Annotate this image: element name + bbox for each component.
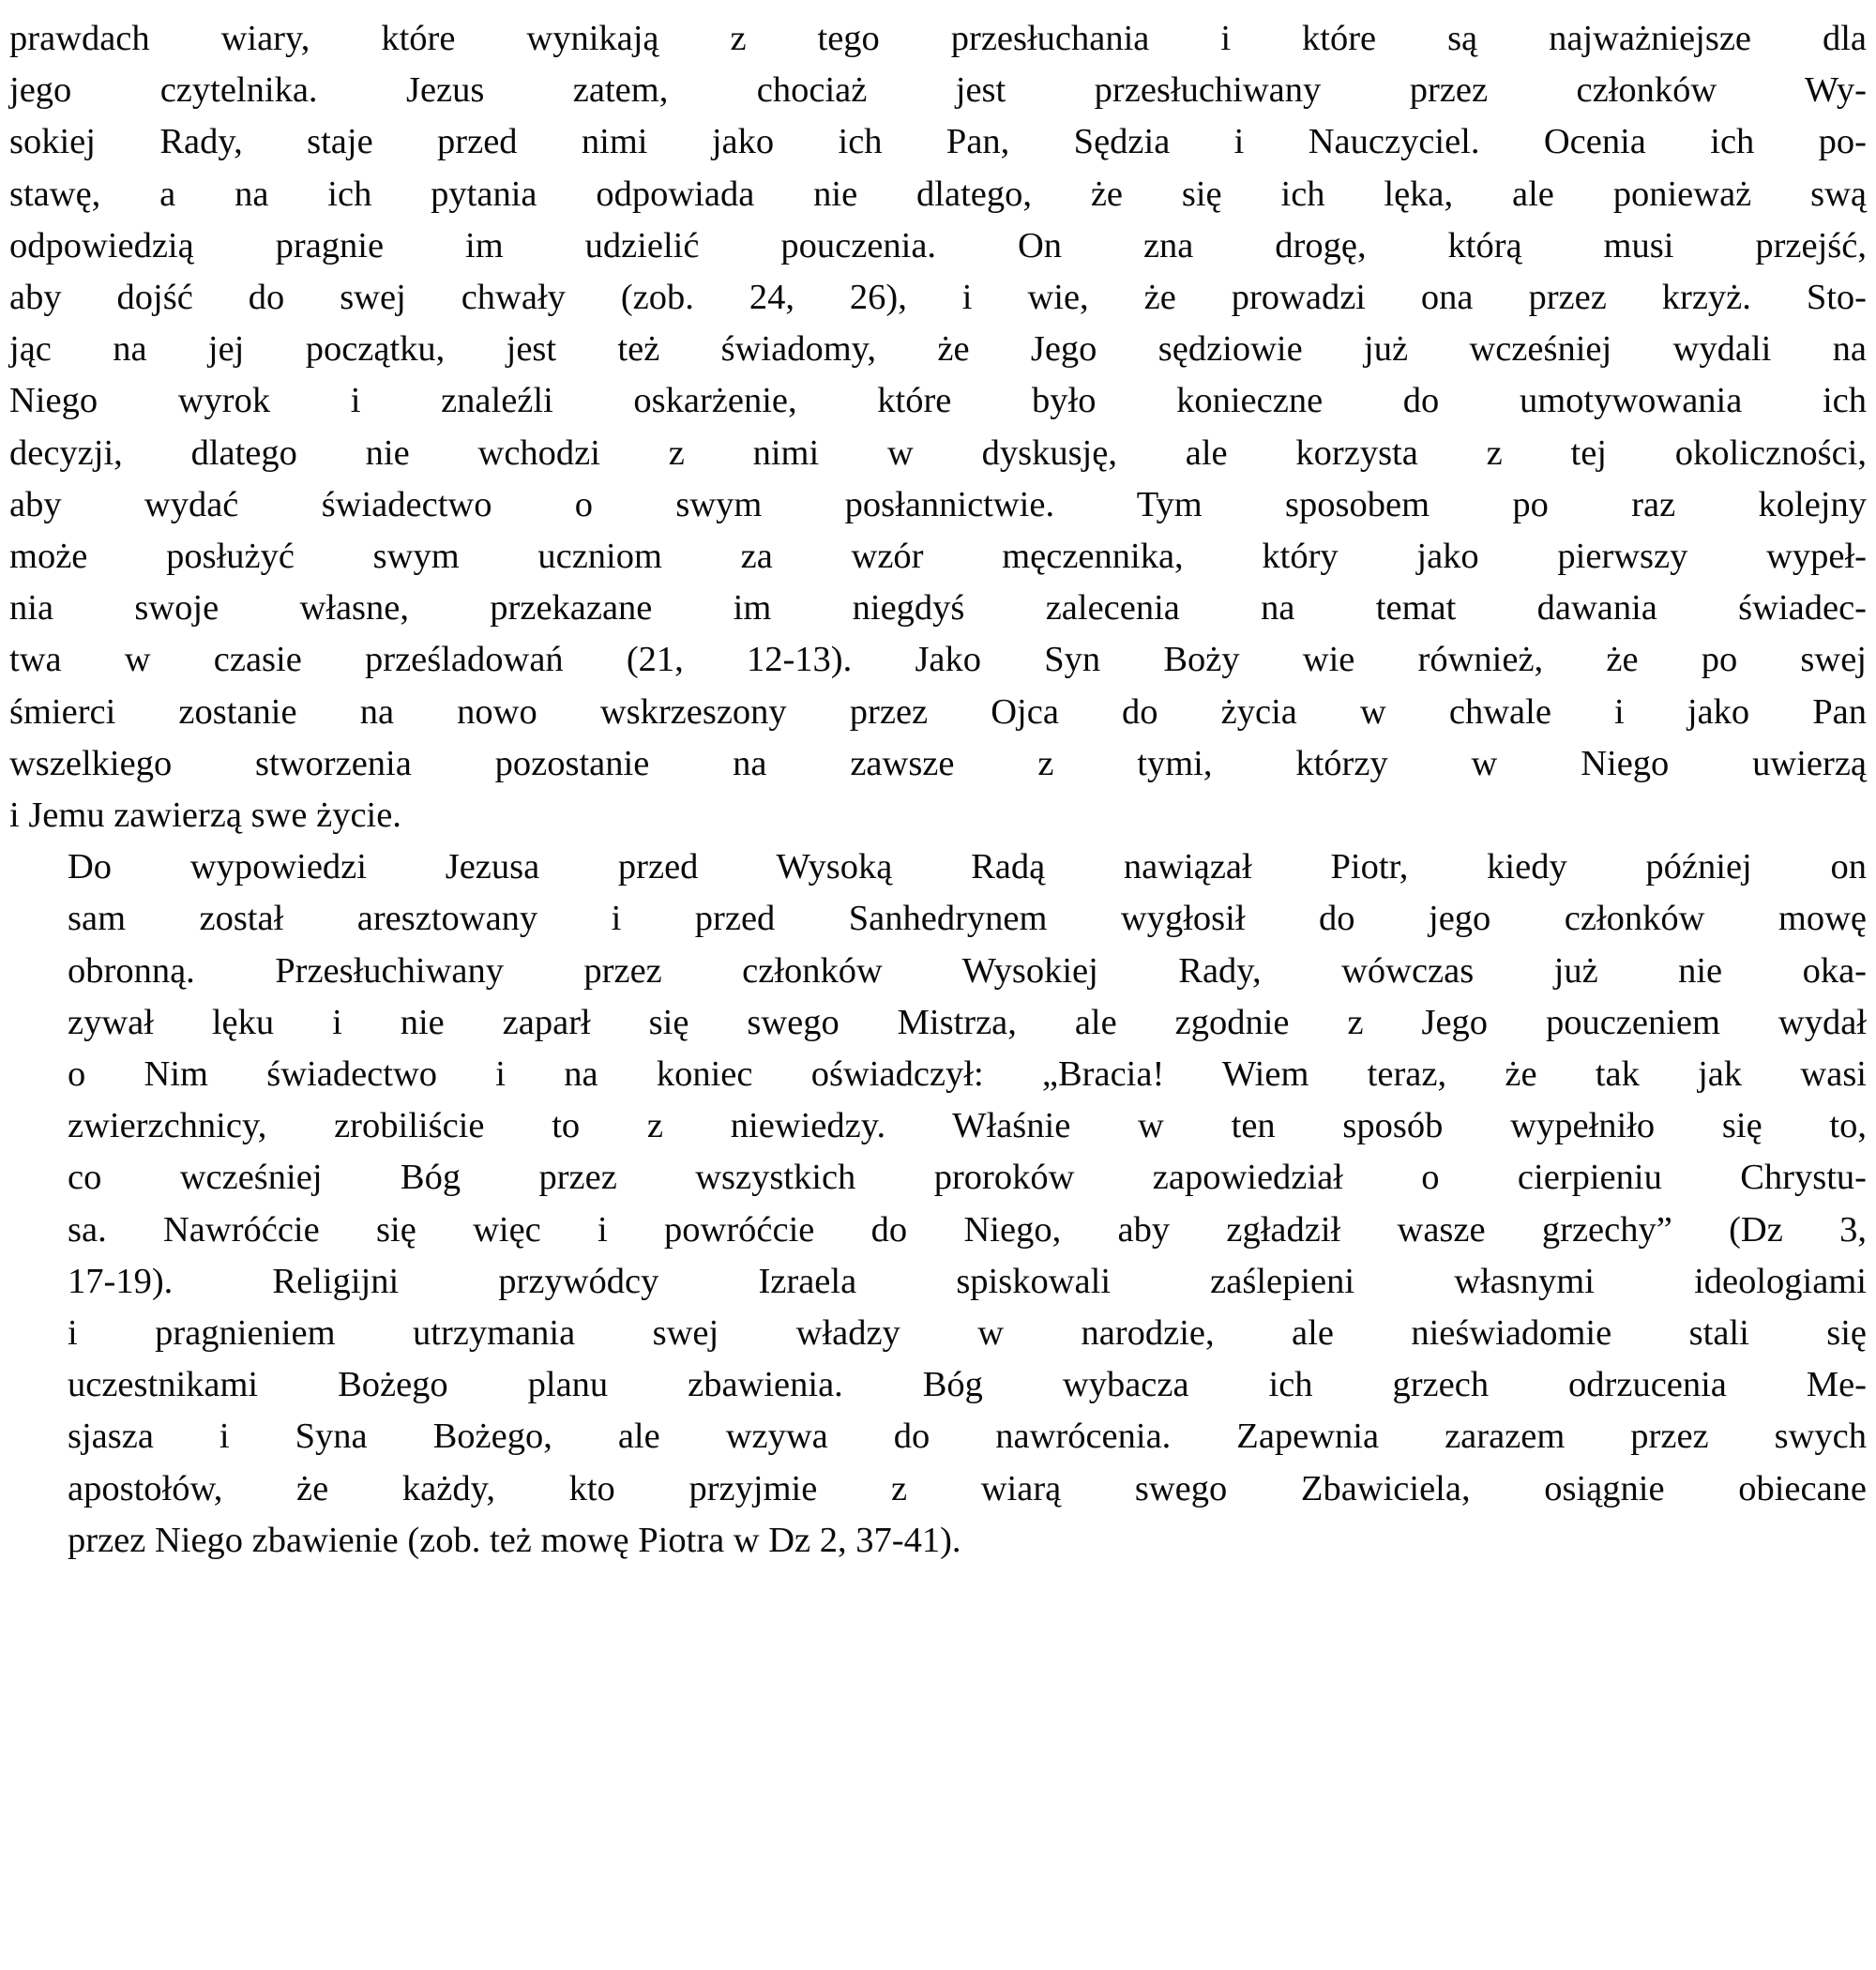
text-line: o Nim świadectwo i na koniec oświadczył: „Bracia! Wiem teraz, że tak jak wasi [68,1054,1867,1095]
text-line: apostołów, że każdy, kto przyjmie z wiarą swego Zbawiciela, osiągnie obiecane [68,1468,1867,1508]
text-line: odpowiedzią pragnie im udzielić pouczenia. On zna drogę, którą musi przejść, [9,225,1867,265]
text-line: uczestnikami Bożego planu zbawienia. Bóg wybacza ich grzech odrzucenia Me- [68,1365,1867,1405]
text-line: stawę, a na ich pytania odpowiada nie dlatego, że się ich lęka, ale ponieważ swą [9,174,1867,214]
text-line: i pragnieniem utrzymania swej władzy w narodzie, ale nieświadomie stali się [68,1313,1867,1354]
text-line: decyzji, dlatego nie wchodzi z nimi w dyskusję, ale korzysta z tej okoliczności, [9,432,1867,473]
text-line: może posłużyć swym uczniom za wzór męczennika, który jako pierwszy wypeł- [9,537,1867,577]
text-line: obronną. Przesłuchiwany przez członków Wysokiej Rady, wówczas już nie oka- [68,950,1867,991]
paragraph-continued [9,13,1867,841]
text-line: zwierzchnicy, zrobiliście to z niewiedzy. Właśnie w ten sposób wypełniło się to, [68,1106,1867,1146]
text-line: prawdach wiary, które wynikają z tego przesłuchania i które są najważniejsze dla [9,19,1867,58]
text-line: wszelkiego stworzenia pozostanie na zawsze z tymi, którzy w Niego uwierzą [9,743,1867,783]
text-line: Niego wyrok i znaleźli oskarżenie, które było konieczne do umotywowania ich [9,381,1867,421]
text-line: przez Niego zbawienie (zob. też mowę Piotra w Dz 2, 37-41). [68,1520,961,1560]
text-line: sam został aresztowany i przed Sanhedrynem wygłosił do jego członków mowę [68,899,1867,939]
text-line: aby wydać świadectwo o swym posłannictwie. Tym sposobem po raz kolejny [9,484,1867,524]
text-line: i Jemu zawierzą swe życie. [9,796,401,836]
text-line: zywał lęku i nie zaparł się swego Mistrza, ale zgodnie z Jego pouczeniem wydał [68,1002,1867,1042]
paragraph-piotr [9,841,1867,1567]
text-line: twa w czasie prześladowań (21, 12-13). Jako Syn Boży wie również, że po swej [9,640,1867,680]
text-line: nia swoje własne, przekazane im niegdyś zalecenia na temat dawania świadec- [9,588,1867,629]
text-line: jego czytelnika. Jezus zatem, chociaż jest przesłuchiwany przez członków Wy- [9,70,1867,111]
text-line: sokiej Rady, staje przed nimi jako ich Pan, Sędzia i Nauczyciel. Ocenia ich po- [9,122,1867,162]
text-line: Do wypowiedzi Jezusa przed Wysoką Radą nawiązał Piotr, kiedy później on [68,847,1867,887]
text-line: co wcześniej Bóg przez wszystkich proroków zapowiedział o cierpieniu Chrystu- [68,1158,1867,1198]
text-line: śmierci zostanie na nowo wskrzeszony przez Ojca do życia w chwale i jako Pan [9,691,1867,732]
text-line: sa. Nawróćcie się więc i powróćcie do Niego, aby zgładził wasze grzechy” (Dz 3, [68,1209,1867,1250]
text-line: aby dojść do swej chwały (zob. 24, 26), i wie, że prowadzi ona przez krzyż. Sto- [9,278,1867,318]
text-line: jąc na jej początku, jest też świadomy, że Jego sędziowie już wcześniej wydali na [9,329,1867,370]
body-text-column [9,13,1867,1567]
text-line: 17-19). Religijni przywódcy Izraela spiskowali zaślepieni własnymi ideologiami [68,1261,1867,1301]
text-line: sjasza i Syna Bożego, ale wzywa do nawrócenia. Zapewnia zarazem przez swych [68,1417,1867,1457]
